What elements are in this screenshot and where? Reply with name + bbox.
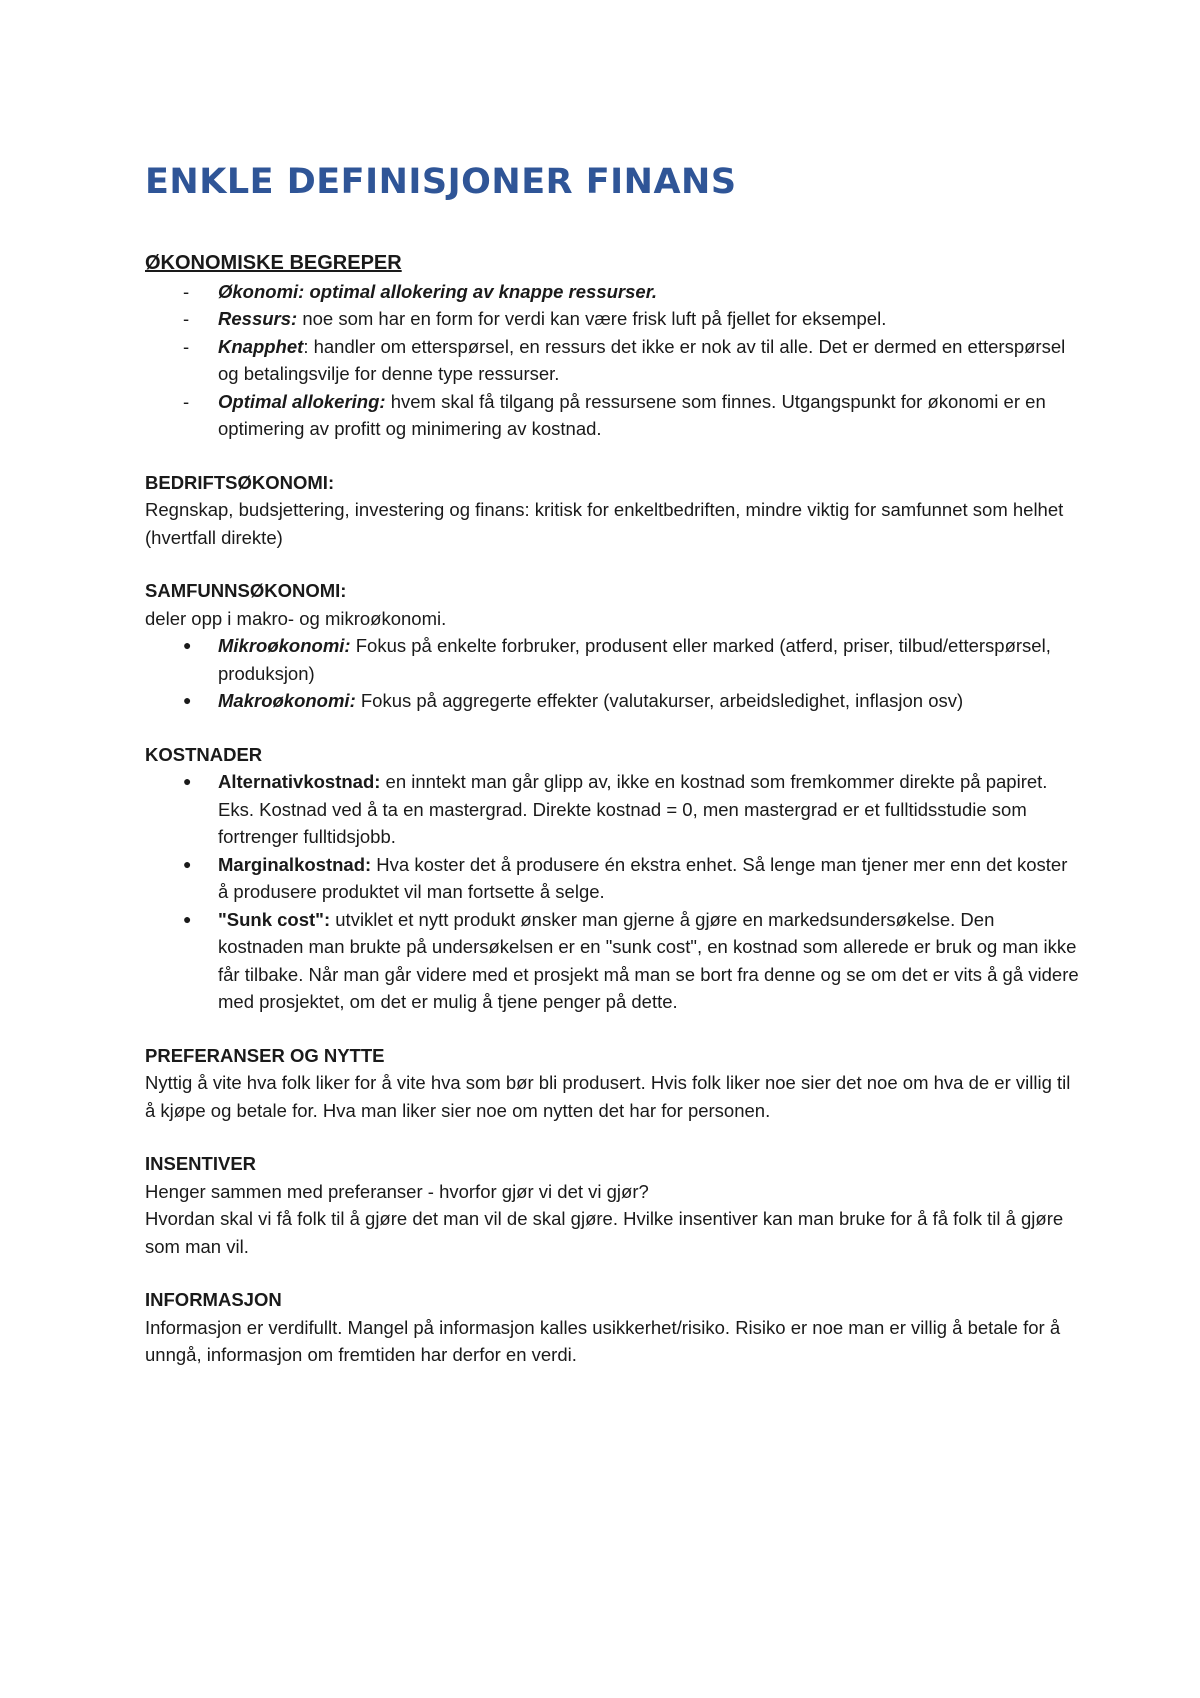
section-bedriftsokonomi bbox=[145, 469, 1080, 552]
term: Knapphet bbox=[218, 335, 304, 357]
paragraph: deler opp i makro- og mikroøkonomi. bbox=[145, 607, 447, 629]
section-heading: INFORMASJON bbox=[145, 1289, 282, 1310]
bullet-marker: ● bbox=[183, 692, 192, 708]
section-heading: KOSTNADER bbox=[145, 743, 263, 765]
section-informasjon bbox=[145, 1286, 1080, 1369]
term: Optimal allokering: bbox=[218, 390, 386, 412]
definition: utviklet et nytt produkt ønsker man gjerne å gjøre en markedsundersøkelse. Den kostnaden man brukte på undersøkelsen er en "sunk cost", en kostnad som allerede er bruk og man ikke får tilbake. Når man går videre med et prosjekt må man se bort fra denne og se om det er vits å gå videre med prosjektet, om det er mulig å tjene penger på dette. bbox=[218, 908, 1079, 1012]
term: Marginalkostnad: bbox=[218, 853, 372, 875]
paragraph: Nyttig å vite hva folk liker for å vite hva som bør bli produsert. Hvis folk liker noe sier det noe om hva de er villig til å kjøpe og betale for. Hva man liker sier noe om nytten det har for personen. bbox=[145, 1072, 1071, 1121]
bullet-list bbox=[145, 632, 1080, 715]
definition: : handler om etterspørsel, en ressurs det ikke er nok av til alle. Det er dermed en etterspørsel og betalingsvilje for denne type ressurser. bbox=[218, 335, 1066, 384]
term: Økonomi: bbox=[218, 280, 305, 302]
section-kostnader bbox=[145, 741, 1080, 1016]
document-title: ENKLE DEFINISJONER FINANS bbox=[145, 162, 737, 202]
section-heading: INSENTIVER bbox=[145, 1153, 257, 1174]
term: Mikroøkonomi: bbox=[218, 635, 351, 656]
section-heading: PREFERANSER OG NYTTE bbox=[145, 1044, 385, 1066]
section-heading: SAMFUNNSØKONOMI: bbox=[145, 580, 347, 601]
section-samfunnsokonomi bbox=[145, 577, 1080, 715]
term: Makroøkonomi: bbox=[218, 690, 356, 711]
list-item bbox=[145, 278, 1080, 306]
dash-marker: - bbox=[183, 335, 190, 357]
paragraph: Informasjon er verdifullt. Mangel på informasjon kalles usikkerhet/risiko. Risiko er noe man er villig å betale for å unngå, informasjon om fremtiden har derfor en verdi. bbox=[145, 1316, 1061, 1365]
paragraph: Hvordan skal vi få folk til å gjøre det man vil de skal gjøre. Hvilke insentiver kan man bruke for å få folk til å gjøre som man vil. bbox=[145, 1208, 1064, 1257]
section-preferanser bbox=[145, 1042, 1080, 1125]
dash-marker: - bbox=[183, 390, 190, 412]
bullet-marker: ● bbox=[183, 773, 192, 789]
list-item bbox=[145, 768, 1080, 851]
list-item bbox=[145, 632, 1080, 687]
section-heading: ØKONOMISKE BEGREPER bbox=[145, 252, 402, 274]
definition-list bbox=[145, 278, 1080, 443]
definition: Fokus på enkelte forbruker, produsent eller marked (atferd, priser, tilbud/etterspørsel, produksjon) bbox=[218, 635, 1051, 684]
section-okonomiske-begreper bbox=[145, 250, 1080, 443]
bullet-marker: ● bbox=[183, 855, 192, 872]
term: "Sunk cost": bbox=[218, 908, 331, 930]
bullet-marker: ● bbox=[183, 910, 192, 927]
list-item bbox=[145, 851, 1080, 906]
definition: noe som har en form for verdi kan være frisk luft på fjellet for eksempel. bbox=[297, 308, 887, 329]
section-heading: BEDRIFTSØKONOMI: bbox=[145, 471, 335, 493]
section-insentiver bbox=[145, 1150, 1080, 1260]
list-item bbox=[145, 333, 1080, 388]
list-item bbox=[145, 388, 1080, 443]
definition: Hva koster det å produsere én ekstra enhet. Så lenge man tjener mer enn det koster å produsere produktet vil man fortsette å selge. bbox=[218, 853, 1068, 902]
definition: Fokus på aggregerte effekter (valutakurser, arbeidsledighet, inflasjon osv) bbox=[355, 690, 964, 711]
list-item bbox=[145, 687, 1080, 715]
dash-marker: - bbox=[183, 280, 190, 302]
paragraph: Henger sammen med preferanser - hvorfor gjør vi det vi gjør? bbox=[145, 1180, 649, 1202]
list-item bbox=[145, 305, 1080, 333]
bullet-list bbox=[145, 768, 1080, 1016]
term: Alternativkostnad: bbox=[218, 771, 381, 792]
term: Ressurs: bbox=[218, 308, 298, 329]
definition: en inntekt man går glipp av, ikke en kostnad som fremkommer direkte på papiret. Eks. Kostnad ved å ta en mastergrad. Direkte kostnad = 0, men mastergrad er et fulltidsstudie som fortrenger fulltidsjobb. bbox=[218, 771, 1048, 847]
definition: optimal allokering av knappe ressurser. bbox=[304, 280, 658, 302]
bullet-marker: ● bbox=[183, 637, 192, 653]
definition: hvem skal få tilgang på ressursene som finnes. Utgangspunkt for økonomi er en optimering av profitt og minimering av kostnad. bbox=[218, 390, 1046, 439]
paragraph: Regnskap, budsjettering, investering og finans: kritisk for enkeltbedriften, mindre viktig for samfunnet som helhet (hvertfall direkte) bbox=[145, 499, 1064, 548]
dash-marker: - bbox=[183, 308, 190, 329]
list-item bbox=[145, 906, 1080, 1016]
